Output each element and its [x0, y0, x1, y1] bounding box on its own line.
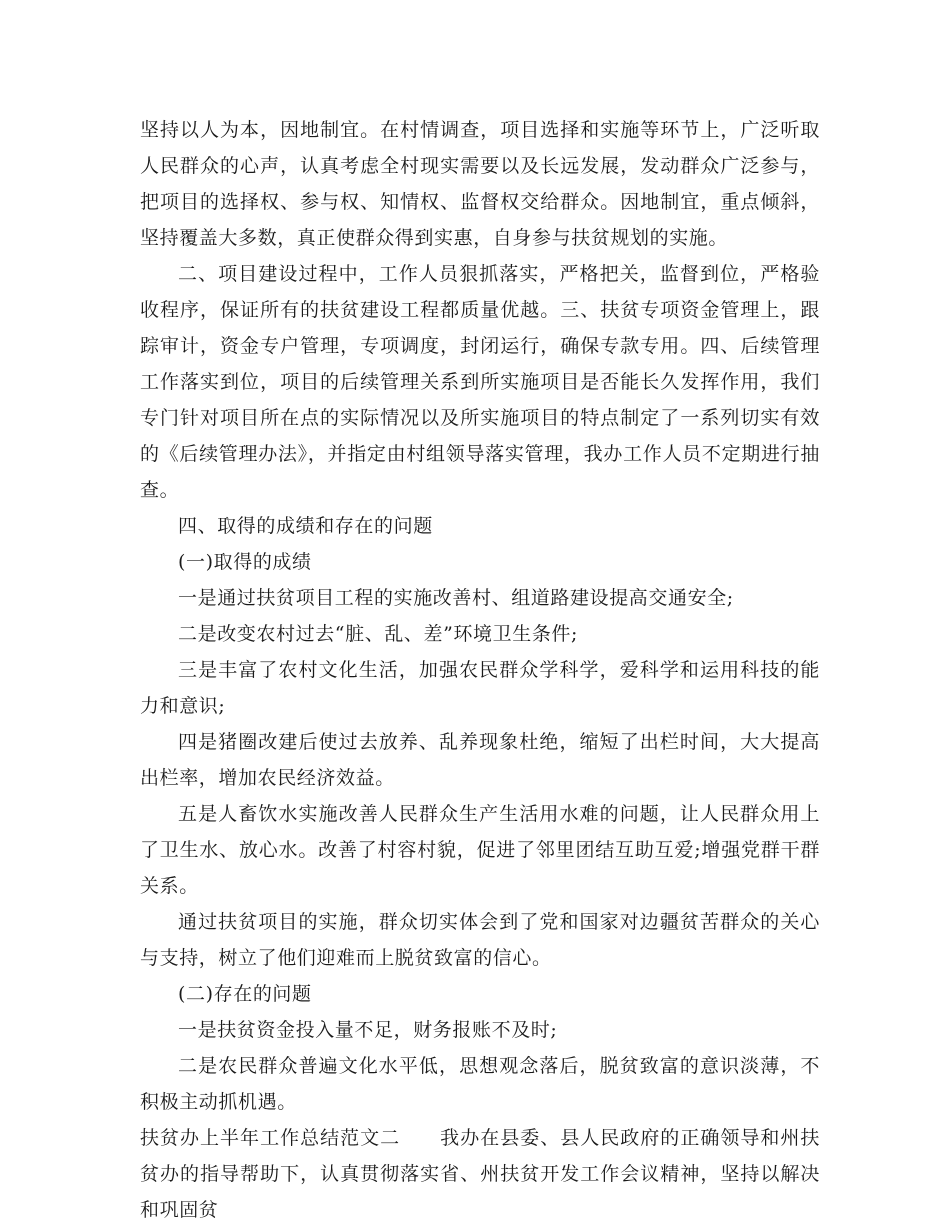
problem-item-1: 一是扶贫资金投入量不足，财务报账不及时;: [178, 1019, 558, 1041]
paragraph-1: 坚持以人为本，因地制宜。在村情调查，项目选择和实施等环节上，广泛听取人民群众的心声，认真考虑全村现实需要以及长远发展，发动群众广泛参与，把项目的选择权、参与权、知情权、监督权交给群众。因地制宜，重点倾斜，坚持覆盖大多数，真正使群众得到实惠，自身参与扶贫规划的实施。: [140, 119, 820, 249]
paragraph-2: 二、项目建设过程中，工作人员狠抓落实，严格把关，监督到位，严格验收程序，保证所有的扶贫建设工程都质量优越。三、扶贫专项资金管理上，跟踪审计，资金专户管理，专项调度，封闭运行，确保专款专用。四、后续管理工作落实到位，项目的后续管理关系到所实施项目是否能长久发挥作用，我们专门针对项目所在点的实际情况以及所实施项目的特点制定了一系列切实有效的《后续管理办法》，并指定由村组领导落实管理，我办工作人员不定期进行抽查。: [140, 263, 820, 501]
achievement-item-5: 五是人畜饮水实施改善人民群众生产生活用水难的问题，让人民群众用上了卫生水、放心水。改善了村容村貌，促进了邻里团结互助互爱;增强党群干群关系。: [140, 803, 820, 897]
problem-item-2: 二是农民群众普遍文化水平低，思想观念落后，脱贫致富的意识淡薄，不积极主动抓机遇。: [140, 1055, 820, 1113]
achievement-summary: 通过扶贫项目的实施，群众切实体会到了党和国家对边疆贫苦群众的关心与支持，树立了他们迎难而上脱贫致富的信心。: [140, 911, 820, 969]
achievement-item-3: 三是丰富了农村文化生活，加强农民群众学科学，爱科学和运用科技的能力和意识;: [140, 659, 820, 717]
achievement-item-1: 一是通过扶贫项目工程的实施改善村、组道路建设提高交通安全;: [178, 587, 734, 609]
achievement-item-4: 四是猪圈改建后使过去放养、乱养现象杜绝，缩短了出栏时间，大大提高出栏率，增加农民经济效益。: [140, 731, 820, 789]
subheading-problems: (二)存在的问题: [178, 983, 312, 1005]
section-heading-achievements-and-problems: 四、取得的成绩和存在的问题: [178, 515, 433, 537]
document-page: [140, 112, 820, 1228]
sample-two-intro: 扶贫办上半年工作总结范文二 我办在县委、县人民政府的正确领导和州扶贫办的指导帮助下，认真贯彻落实省、州扶贫开发工作会议精神，坚持以解决和巩固贫: [140, 1127, 820, 1221]
achievement-item-2: 二是改变农村过去“脏、乱、差”环境卫生条件;: [178, 623, 579, 645]
subheading-achievements: (一)取得的成绩: [178, 551, 312, 573]
